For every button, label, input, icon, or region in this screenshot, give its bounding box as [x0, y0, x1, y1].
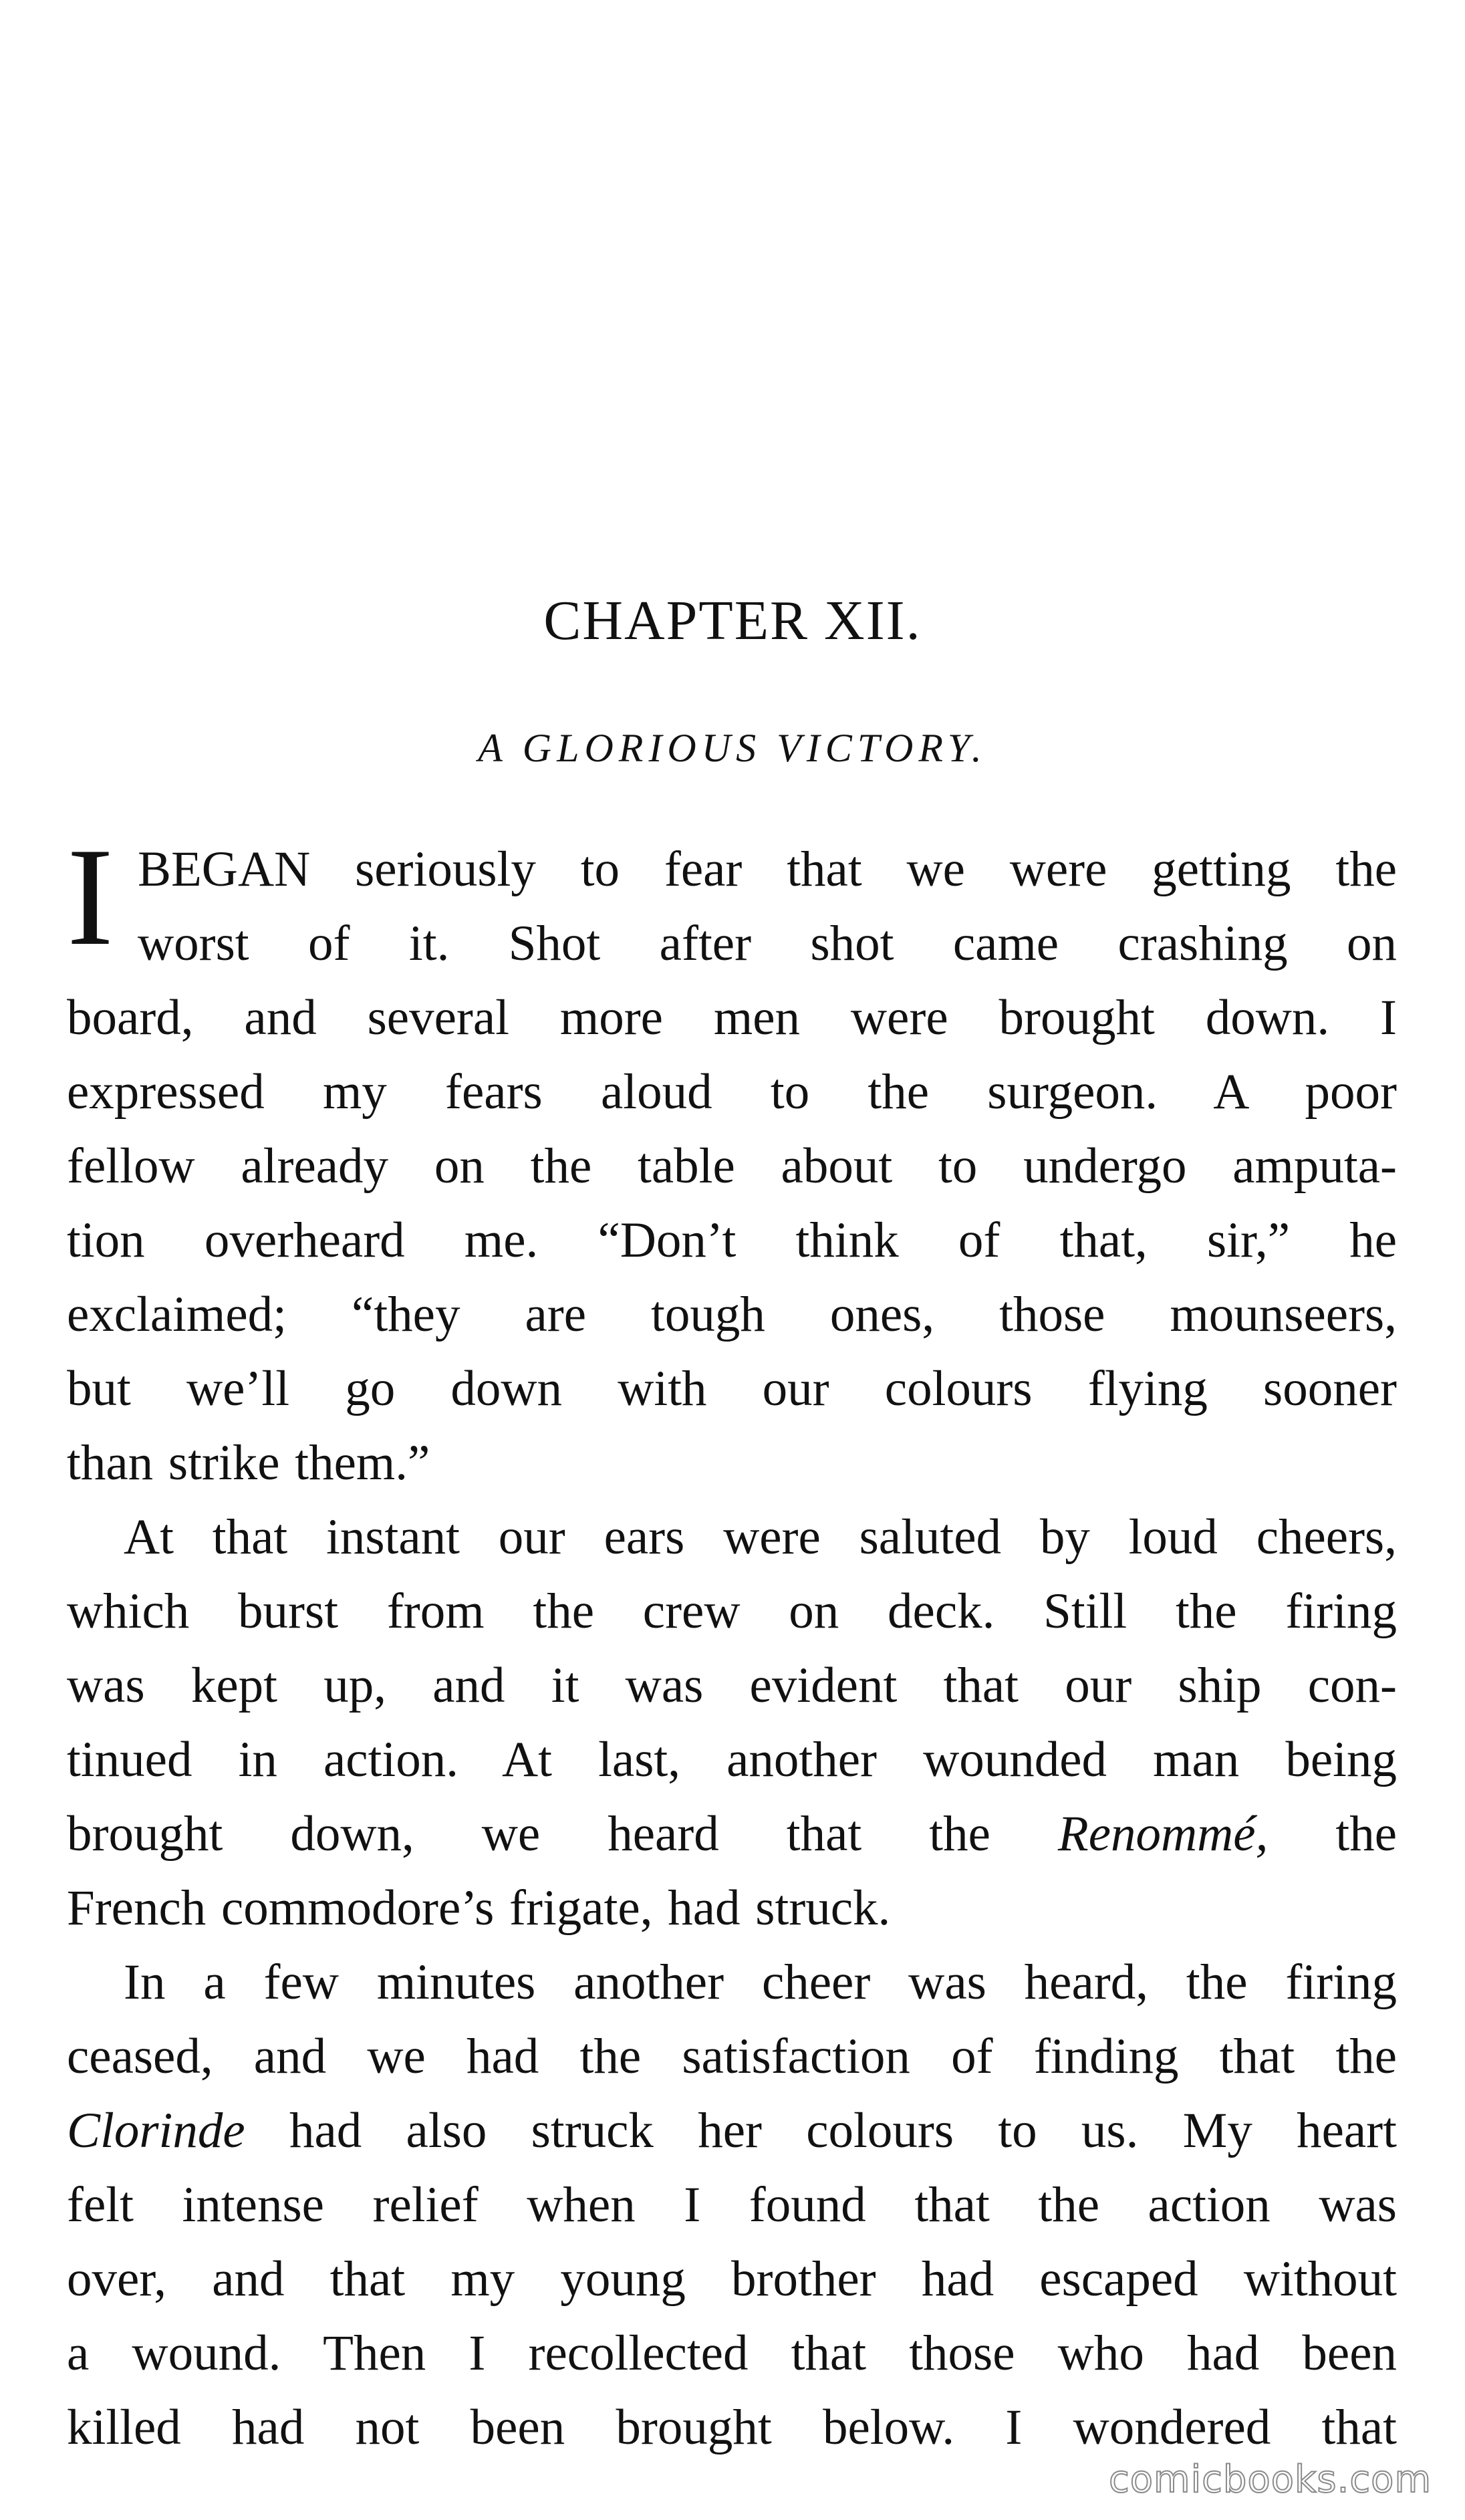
text-line: fellow already on the table about to undergo amputa- — [67, 1138, 1397, 1194]
text-line: ceased, and we had the satisfaction of finding that the — [67, 2029, 1397, 2084]
text-line: over, and that my young brother had escaped without — [67, 2251, 1397, 2307]
text-line: In a few minutes another cheer was heard, the firing — [124, 1955, 1397, 2010]
text-segment: had also struck her colours to us. My heart — [245, 2103, 1397, 2158]
paragraph-1 — [67, 820, 1397, 1500]
text-line: than strike them.” — [67, 1435, 430, 1491]
text-line: expressed my fears aloud to the surgeon. A poor — [67, 1064, 1397, 1120]
chapter-subtitle: A GLORIOUS VICTORY. — [478, 726, 987, 770]
text-line: BEGAN seriously to fear that we were getting the — [137, 842, 1397, 897]
ship-name-clorinde: Clorinde — [67, 2103, 245, 2158]
text-line — [67, 1797, 1397, 1871]
text-line: but we’ll go down with our colours flying sooner — [67, 1361, 1397, 1416]
text-line: board, and several more men were brought down. I — [67, 990, 1397, 1045]
body-text — [67, 820, 1397, 2465]
ship-name-renomme: Renommé, — [1057, 1806, 1269, 1862]
paragraph-2 — [67, 1500, 1397, 1945]
text-line: killed had not been brought below. I wondered that — [67, 2400, 1397, 2455]
chapter-title: CHAPTER XII. — [543, 590, 922, 652]
text-line: At that instant our ears were saluted by loud cheers, — [124, 1509, 1397, 1565]
text-segment: brought down, we heard that the — [67, 1806, 1058, 1862]
text-segment: the — [1268, 1806, 1397, 1862]
text-line: exclaimed; “they are tough ones, those mounseers, — [67, 1287, 1397, 1342]
text-line — [67, 2094, 1397, 2168]
paragraph-3 — [67, 1945, 1397, 2465]
text-line: was kept up, and it was evident that our ship con- — [67, 1658, 1397, 1713]
watermark-logo: comicbooks.com — [1108, 2458, 1432, 2501]
text-line: tion overheard me. “Don’t think of that, sir,” he — [67, 1213, 1397, 1268]
text-line: French commodore’s frigate, had struck. — [67, 1880, 891, 1936]
text-line: tinued in action. At last, another wounded man being — [67, 1732, 1397, 1787]
text-line: a wound. Then I recollected that those who had been — [67, 2325, 1397, 2381]
drop-cap: I — [67, 820, 114, 975]
text-line: which burst from the crew on deck. Still the firing — [67, 1584, 1397, 1639]
text-line: worst of it. Shot after shot came crashing on — [137, 916, 1397, 971]
text-line: felt intense relief when I found that the action was — [67, 2177, 1397, 2233]
